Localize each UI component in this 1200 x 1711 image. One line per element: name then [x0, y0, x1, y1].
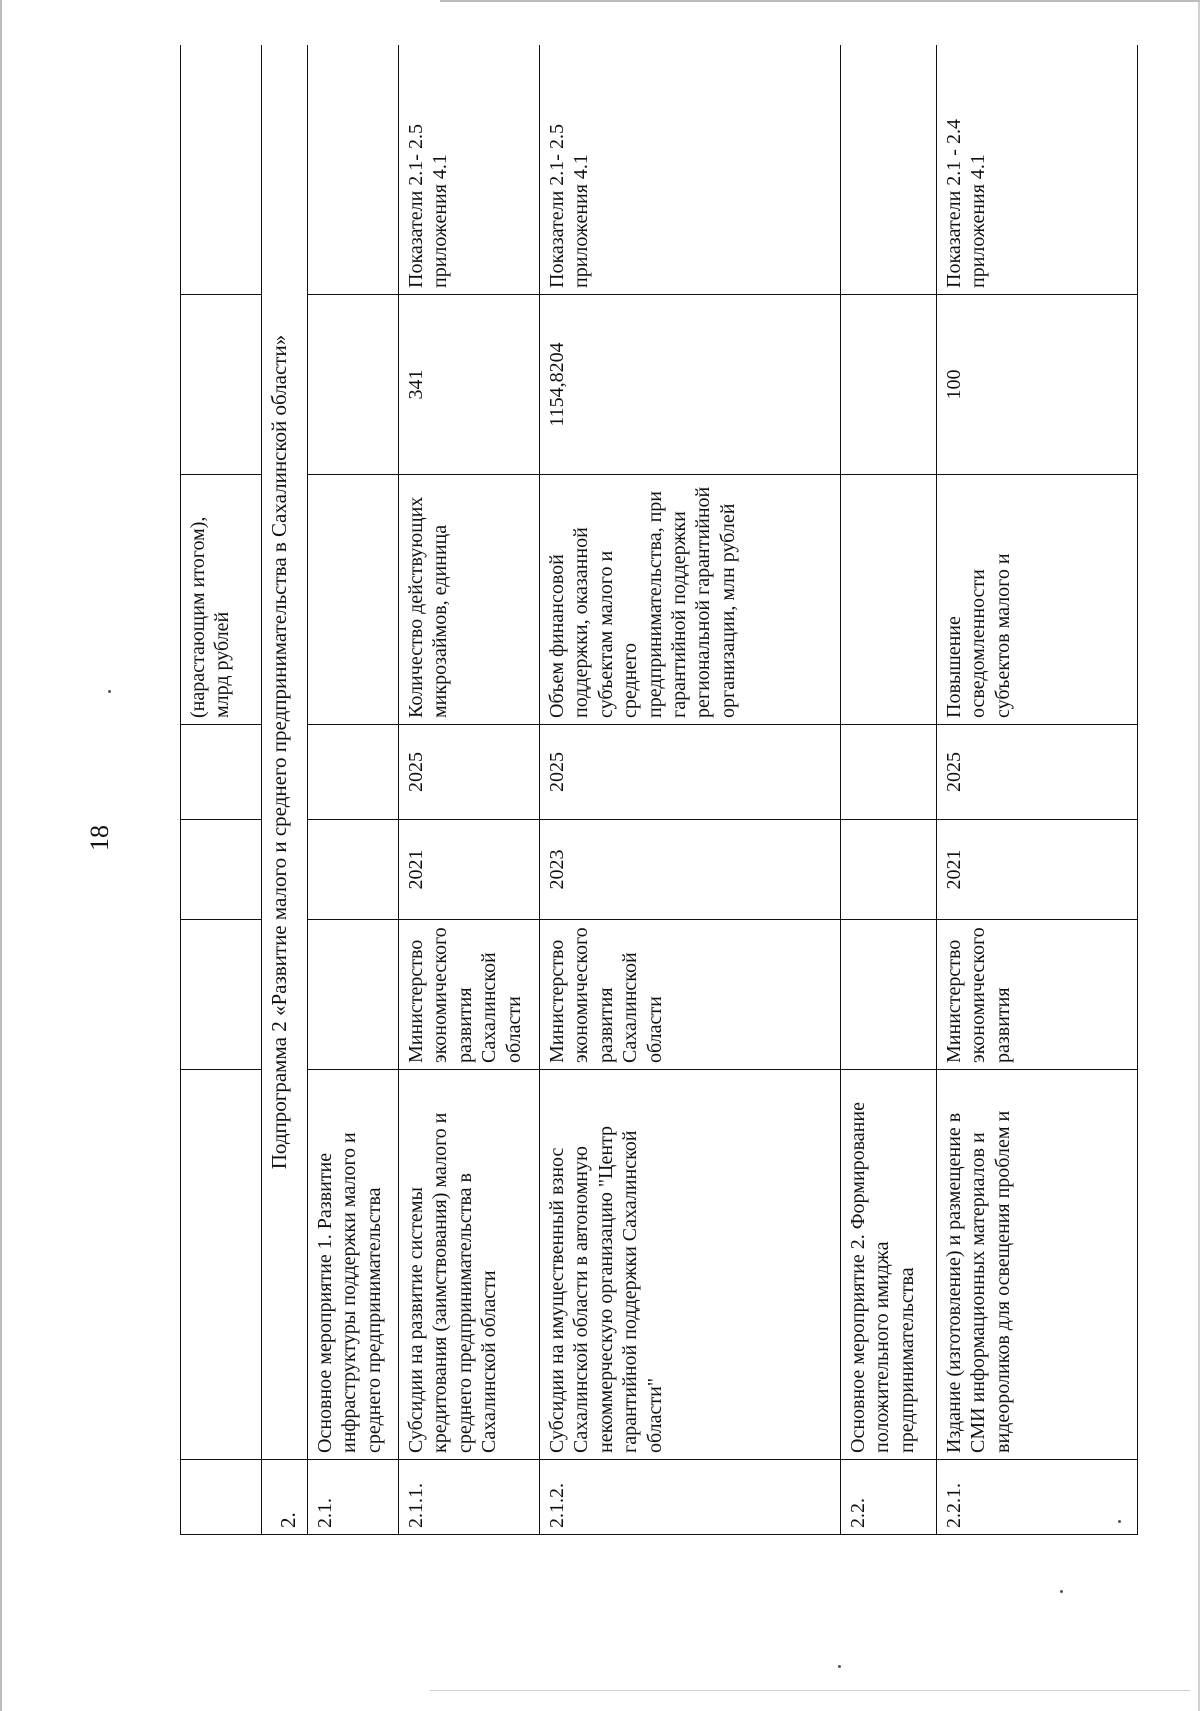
row-start-year: 2023 — [540, 820, 841, 920]
row-name: Основное мероприятие 1. Развитие инфраструктуры поддержки малого и среднего предпринимательства — [308, 1070, 399, 1460]
row-value — [841, 295, 937, 475]
row-end-year — [841, 725, 937, 820]
row-end-year: 2025 — [937, 725, 1138, 820]
row-executor: Министерство экономического развития Сахалинской области — [540, 920, 841, 1070]
table-row — [308, 45, 399, 1535]
row-name: Субсидии на имущественный взнос Сахалинской области в автономную некоммерческую организацию "Центр гарантийной поддержки Сахалинской области" — [540, 1070, 841, 1460]
row-indicator: Количество действующих микрозаймов, единица — [399, 475, 540, 725]
cell — [181, 1070, 262, 1460]
row-start-year — [841, 820, 937, 920]
cell — [181, 920, 262, 1070]
table-row — [841, 45, 937, 1535]
row-number: 2.1.2. — [540, 1460, 841, 1535]
row-name: Субсидии на развитие системы кредитования (заимствования) малого и среднего предпринимательства в Сахалинской области — [399, 1070, 540, 1460]
row-value: 341 — [399, 295, 540, 475]
row-executor — [308, 920, 399, 1070]
scan-speck — [838, 1665, 841, 1668]
row-value — [308, 295, 399, 475]
row-value: 100 — [937, 295, 1138, 475]
row-start-year: 2021 — [399, 820, 540, 920]
row-link — [308, 45, 399, 295]
row-indicator — [841, 475, 937, 725]
cell — [181, 1460, 262, 1535]
program-table — [180, 45, 1138, 1535]
row-number: 2.1.1. — [399, 1460, 540, 1535]
cell — [181, 820, 262, 920]
table-row-continuation — [181, 45, 262, 1535]
cell — [181, 725, 262, 820]
row-name: Основное мероприятие 2. Формирование положительного имиджа предпринимательства — [841, 1070, 937, 1460]
scan-speck — [1060, 1590, 1063, 1593]
row-number: 2.1. — [308, 1460, 399, 1535]
subprogram-number: 2. — [262, 1460, 308, 1535]
row-link: Показатели 2.1 - 2.4 приложения 4.1 — [937, 45, 1138, 295]
subprogram-title: Подпрограмма 2 «Развитие малого и среднего предпринимательства в Сахалинской области» — [262, 45, 308, 1460]
row-executor: Министерство экономического развития — [937, 920, 1138, 1070]
scan-speck — [1118, 1520, 1121, 1523]
row-start-year: 2021 — [937, 820, 1138, 920]
row-indicator: Объем финансовой поддержки, оказанной субъектам малого и среднего предпринимательства, при гарантийной поддержки региональной гарантийной организации, млн рублей — [540, 475, 841, 725]
cell-carryover-text: (нарастающим итогом), млрд рублей — [181, 475, 262, 725]
row-link: Показатели 2.1- 2.5 приложения 4.1 — [540, 45, 841, 295]
row-start-year — [308, 820, 399, 920]
row-value: 1154,8204 — [540, 295, 841, 475]
cell — [181, 295, 262, 475]
scan-edge-bottom — [430, 1690, 1190, 1691]
subprogram-header-row — [262, 45, 308, 1535]
row-executor — [841, 920, 937, 1070]
scan-edge-top — [440, 0, 1200, 2]
row-number: 2.2. — [841, 1460, 937, 1535]
row-link: Показатели 2.1- 2.5 приложения 4.1 — [399, 45, 540, 295]
rotated-table — [180, 45, 1180, 1535]
table-row — [399, 45, 540, 1535]
row-indicator — [308, 475, 399, 725]
table-row — [540, 45, 841, 1535]
row-executor: Министерство экономического развития Сахалинской области — [399, 920, 540, 1070]
row-end-year: 2025 — [399, 725, 540, 820]
row-end-year: 2025 — [540, 725, 841, 820]
row-name: Издание (изготовление) и размещение в СМИ информационных материалов и видеороликов для освещения проблем и — [937, 1070, 1138, 1460]
row-number: 2.2.1. — [937, 1460, 1138, 1535]
cell — [181, 45, 262, 295]
table-row — [937, 45, 1138, 1535]
row-end-year — [308, 725, 399, 820]
row-link — [841, 45, 937, 295]
scan-speck — [108, 690, 111, 693]
row-indicator: Повышение осведомленности субъектов малого и — [937, 475, 1138, 725]
page-number: 18 — [85, 825, 114, 851]
document-table-container — [180, 45, 1180, 1535]
scan-edge-left — [0, 0, 2, 1711]
